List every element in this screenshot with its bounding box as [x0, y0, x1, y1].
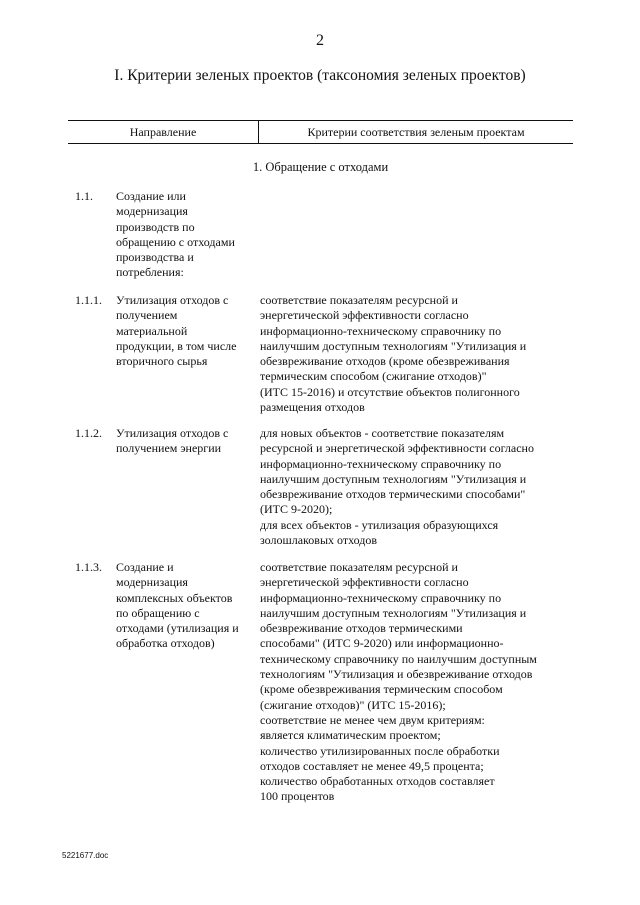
- table-header-bottom-rule: [68, 143, 573, 144]
- row-direction: Создание и модернизация комплексных объектов по обращению с отходами (утилизация и обработка отходов): [116, 560, 239, 651]
- row-number: 1.1.: [75, 189, 93, 203]
- page-number: 2: [316, 32, 324, 49]
- row-criteria: соответствие показателям ресурсной и энергетической эффективности согласно информационно-техническому справочнику по наилучшим доступным технологиям "Утилизация и обезвреживание отходов (кроме обезвреживания термическим способом (сжигание отходов)" (ИТС 15-2016) и отсутствие объектов полигонного размещения отходов: [260, 293, 527, 415]
- table-header-direction: Направление: [129, 125, 197, 139]
- row-direction: Утилизация отходов с получением энергии: [116, 426, 229, 456]
- section-title: 1. Обращение с отходами: [252, 160, 389, 174]
- row-direction: Создание или модернизация производств по обращению с отходами производства и потребления:: [116, 189, 235, 280]
- table-header-criteria: Критерии соответствия зеленым проектам: [307, 125, 525, 139]
- table-header-top-rule: [68, 120, 573, 121]
- page-title: I. Критерии зеленых проектов (таксономия зеленых проектов): [114, 67, 526, 84]
- row-number: 1.1.3.: [75, 560, 102, 574]
- row-number: 1.1.1.: [75, 293, 102, 307]
- row-criteria: для новых объектов - соответствие показателям ресурсной и энергетической эффективности согласно информационно-техническому справочнику по наилучшим доступным технологиям "Утилизация и обезвреживание отходов термическими способами" (ИТС 9-2020); для всех объектов - утилизация образующихся золошлаковых отходов: [260, 426, 534, 548]
- footer-filename: 5221677.doc: [62, 851, 109, 860]
- row-number: 1.1.2.: [75, 426, 102, 440]
- row-criteria: соответствие показателям ресурсной и энергетической эффективности согласно информационно-техническому справочнику по наилучшим доступным технологиям "Утилизация и обезвреживание отходов термическими способами" (ИТС 9-2020) или информационно- техническому справочнику по наилучшим доступным технологиям "Утилизация и обезвреживание отходов (кроме обезвреживания термическим способом (сжигание отходов)" (ИТС 15-2016); соответствие не менее чем двум критериям: является климатическим проектом; количество утилизированных после обработки отходов составляет не менее 49,5 процента; количество обработанных отходов составляет 100 процентов: [260, 560, 537, 804]
- row-direction: Утилизация отходов с получением материальной продукции, в том числе вторичного сырья: [116, 293, 237, 369]
